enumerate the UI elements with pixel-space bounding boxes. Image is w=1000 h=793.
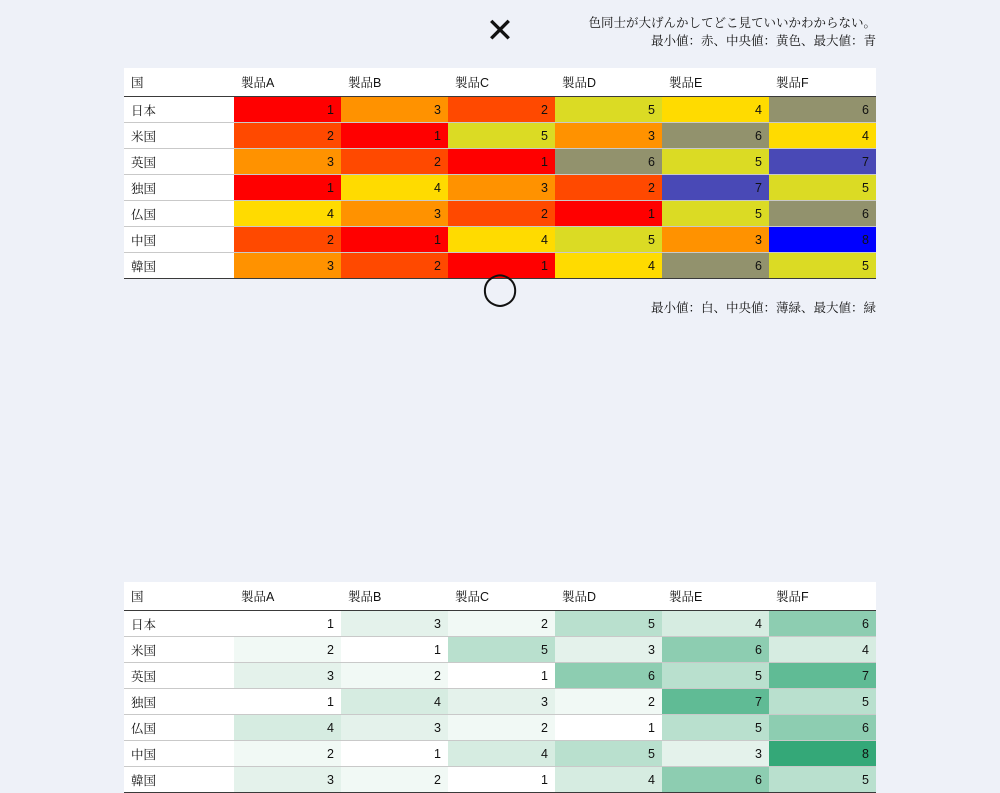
heat-cell: 6 bbox=[662, 253, 769, 279]
row-label-country: 日本 bbox=[124, 97, 234, 123]
column-header-product-f: 製品F bbox=[769, 68, 876, 97]
heat-cell: 1 bbox=[234, 97, 341, 123]
table-row bbox=[124, 227, 876, 253]
heat-cell: 2 bbox=[555, 175, 662, 201]
column-header-product-b: 製品B bbox=[341, 582, 448, 611]
row-label-country: 米国 bbox=[124, 123, 234, 149]
heat-cell: 2 bbox=[555, 689, 662, 715]
row-label-country: 英国 bbox=[124, 663, 234, 689]
column-header-product-e: 製品E bbox=[662, 68, 769, 97]
table-body-green bbox=[124, 611, 876, 793]
heat-cell: 5 bbox=[555, 97, 662, 123]
heat-cell: 1 bbox=[234, 689, 341, 715]
heat-cell: 3 bbox=[234, 149, 341, 175]
heat-cell: 8 bbox=[769, 741, 876, 767]
heat-cell: 5 bbox=[662, 715, 769, 741]
row-label-country: 仏国 bbox=[124, 715, 234, 741]
heat-cell: 5 bbox=[555, 741, 662, 767]
heat-cell: 4 bbox=[448, 741, 555, 767]
table-row bbox=[124, 149, 876, 175]
heat-cell: 8 bbox=[769, 227, 876, 253]
bad-caption bbox=[588, 14, 876, 50]
heat-cell: 6 bbox=[662, 123, 769, 149]
heat-cell: 6 bbox=[662, 767, 769, 793]
row-label-country: 独国 bbox=[124, 175, 234, 201]
heat-cell: 5 bbox=[555, 227, 662, 253]
column-header-product-c: 製品C bbox=[448, 582, 555, 611]
heat-cell: 4 bbox=[769, 123, 876, 149]
table-header-row bbox=[124, 582, 876, 611]
heat-cell: 3 bbox=[341, 97, 448, 123]
heat-cell: 2 bbox=[234, 741, 341, 767]
heat-cell: 2 bbox=[341, 253, 448, 279]
heat-cell: 3 bbox=[662, 741, 769, 767]
good-caption bbox=[651, 299, 876, 317]
heat-cell: 7 bbox=[769, 663, 876, 689]
heat-cell: 5 bbox=[448, 123, 555, 149]
column-header-country: 国 bbox=[124, 582, 234, 611]
circle-mark: ◯ bbox=[482, 270, 518, 306]
heat-cell: 1 bbox=[448, 149, 555, 175]
heat-cell: 4 bbox=[555, 767, 662, 793]
heat-cell: 3 bbox=[341, 201, 448, 227]
heat-cell: 2 bbox=[341, 149, 448, 175]
heat-cell: 3 bbox=[448, 175, 555, 201]
cross-mark: ✕ bbox=[485, 12, 515, 50]
column-header-product-d: 製品D bbox=[555, 582, 662, 611]
heat-cell: 1 bbox=[555, 201, 662, 227]
heat-cell: 2 bbox=[448, 611, 555, 637]
heatmap-table-green bbox=[124, 582, 876, 793]
heatmap-table-rainbow bbox=[124, 68, 876, 279]
row-label-country: 米国 bbox=[124, 637, 234, 663]
heat-cell: 1 bbox=[234, 175, 341, 201]
heat-cell: 6 bbox=[555, 663, 662, 689]
heat-cell: 3 bbox=[555, 123, 662, 149]
heat-cell: 6 bbox=[769, 97, 876, 123]
heat-cell: 2 bbox=[448, 97, 555, 123]
table-row bbox=[124, 715, 876, 741]
heat-cell: 3 bbox=[341, 715, 448, 741]
column-header-product-c: 製品C bbox=[448, 68, 555, 97]
heat-cell: 3 bbox=[234, 253, 341, 279]
table-row bbox=[124, 637, 876, 663]
heat-cell: 7 bbox=[662, 175, 769, 201]
good-example-section bbox=[0, 262, 1000, 788]
good-caption-line1: 最小値：白、中央値：薄緑、最大値：緑 bbox=[650, 301, 876, 315]
column-header-country: 国 bbox=[124, 68, 234, 97]
heat-cell: 7 bbox=[769, 149, 876, 175]
heat-cell: 1 bbox=[341, 741, 448, 767]
heat-cell: 5 bbox=[662, 201, 769, 227]
heat-cell: 3 bbox=[555, 637, 662, 663]
heat-cell: 6 bbox=[769, 201, 876, 227]
heat-cell: 5 bbox=[769, 253, 876, 279]
column-header-product-d: 製品D bbox=[555, 68, 662, 97]
heat-cell: 3 bbox=[341, 611, 448, 637]
heat-cell: 6 bbox=[769, 611, 876, 637]
row-label-country: 中国 bbox=[124, 741, 234, 767]
row-label-country: 日本 bbox=[124, 611, 234, 637]
heat-cell: 6 bbox=[662, 637, 769, 663]
heat-cell: 5 bbox=[662, 663, 769, 689]
heat-cell: 4 bbox=[662, 611, 769, 637]
table-row bbox=[124, 767, 876, 793]
row-label-country: 独国 bbox=[124, 689, 234, 715]
heat-cell: 1 bbox=[341, 123, 448, 149]
heat-cell: 5 bbox=[769, 175, 876, 201]
heat-cell: 6 bbox=[555, 149, 662, 175]
row-label-country: 中国 bbox=[124, 227, 234, 253]
heat-cell: 4 bbox=[555, 253, 662, 279]
heat-cell: 1 bbox=[234, 611, 341, 637]
heat-cell: 1 bbox=[448, 663, 555, 689]
bad-caption-line2: 最小値：赤、中央値：黄色、最大値：青 bbox=[650, 34, 876, 48]
heat-cell: 1 bbox=[448, 253, 555, 279]
heat-cell: 1 bbox=[341, 227, 448, 253]
column-header-product-a: 製品A bbox=[234, 68, 341, 97]
heat-cell: 4 bbox=[769, 637, 876, 663]
good-mark-row bbox=[0, 262, 1000, 318]
heat-cell: 4 bbox=[341, 175, 448, 201]
heat-cell: 4 bbox=[234, 201, 341, 227]
column-header-product-e: 製品E bbox=[662, 582, 769, 611]
heat-cell: 1 bbox=[448, 767, 555, 793]
heat-cell: 4 bbox=[341, 689, 448, 715]
heat-cell: 5 bbox=[448, 637, 555, 663]
heat-cell: 5 bbox=[769, 689, 876, 715]
table-row bbox=[124, 741, 876, 767]
bad-mark-row bbox=[0, 0, 1000, 56]
heat-cell: 5 bbox=[555, 611, 662, 637]
column-header-product-f: 製品F bbox=[769, 582, 876, 611]
table-body-rainbow bbox=[124, 97, 876, 279]
row-label-country: 仏国 bbox=[124, 201, 234, 227]
heat-cell: 2 bbox=[341, 663, 448, 689]
heat-cell: 3 bbox=[662, 227, 769, 253]
heat-cell: 1 bbox=[341, 637, 448, 663]
table-row bbox=[124, 663, 876, 689]
heat-cell: 5 bbox=[769, 767, 876, 793]
heat-cell: 3 bbox=[448, 689, 555, 715]
heat-cell: 2 bbox=[234, 123, 341, 149]
table-row bbox=[124, 689, 876, 715]
heat-cell: 2 bbox=[341, 767, 448, 793]
heat-cell: 2 bbox=[234, 227, 341, 253]
table-row bbox=[124, 123, 876, 149]
heat-cell: 4 bbox=[448, 227, 555, 253]
table-row bbox=[124, 175, 876, 201]
bad-example-section bbox=[0, 0, 1000, 274]
heat-cell: 2 bbox=[234, 637, 341, 663]
table-row bbox=[124, 201, 876, 227]
bad-caption-line1: 色同士が大げんかしてどこ見ていいかわからない。 bbox=[588, 16, 876, 30]
row-label-country: 韓国 bbox=[124, 253, 234, 279]
table-row bbox=[124, 97, 876, 123]
heat-cell: 1 bbox=[555, 715, 662, 741]
heat-cell: 3 bbox=[234, 663, 341, 689]
heat-cell: 2 bbox=[448, 201, 555, 227]
heat-cell: 7 bbox=[662, 689, 769, 715]
heat-cell: 5 bbox=[662, 149, 769, 175]
heat-cell: 2 bbox=[448, 715, 555, 741]
row-label-country: 英国 bbox=[124, 149, 234, 175]
heat-cell: 6 bbox=[769, 715, 876, 741]
table-row bbox=[124, 611, 876, 637]
column-header-product-b: 製品B bbox=[341, 68, 448, 97]
column-header-product-a: 製品A bbox=[234, 582, 341, 611]
row-label-country: 韓国 bbox=[124, 767, 234, 793]
heat-cell: 3 bbox=[234, 767, 341, 793]
heat-cell: 4 bbox=[662, 97, 769, 123]
heat-cell: 4 bbox=[234, 715, 341, 741]
table-header-row bbox=[124, 68, 876, 97]
